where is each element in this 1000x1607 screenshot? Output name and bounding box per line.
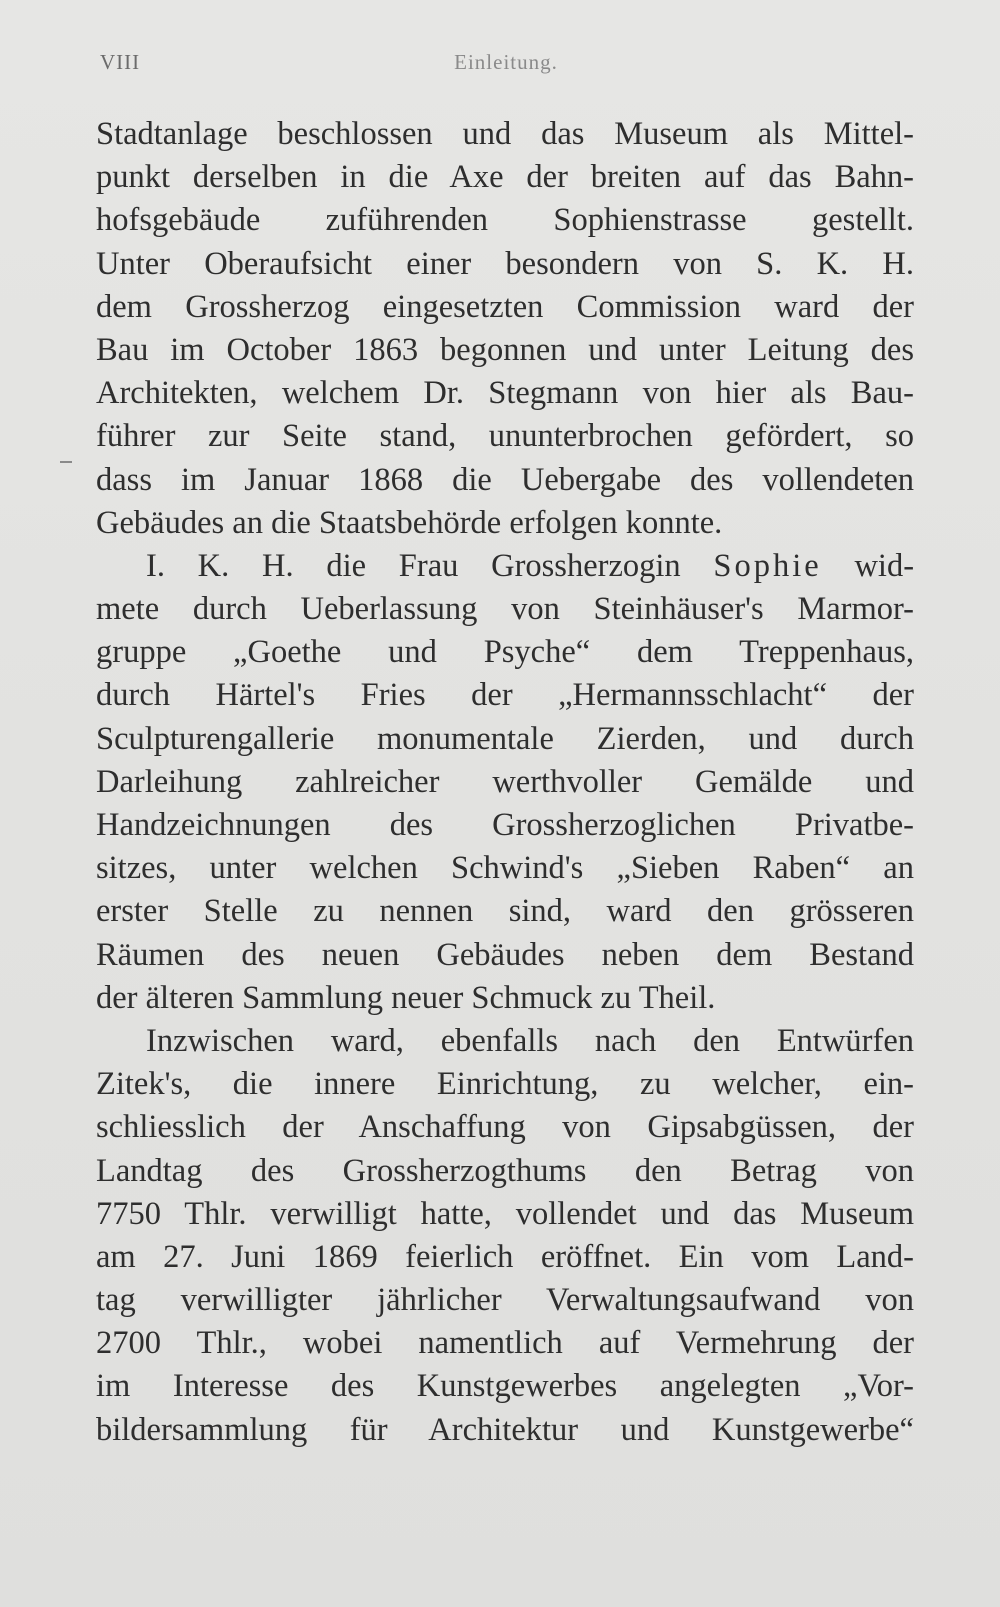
text-line: Unter Oberaufsicht einer besondern von S. K. H.: [96, 245, 914, 282]
body-text: [96, 113, 914, 1452]
text-line: Gebäudes an die Staatsbehörde erfolgen konnte.: [96, 504, 723, 541]
text-line: erster Stelle zu nennen sind, ward den grösseren: [96, 893, 914, 930]
text-line: führer zur Seite stand, ununterbrochen gefördert, so: [96, 418, 914, 455]
text-line: Handzeichnungen des Grossherzoglichen Privatbe-: [96, 807, 914, 843]
text-line: Darleihung zahlreicher werthvoller Gemälde und: [96, 763, 914, 800]
text-line: hofsgebäude zuführenden Sophienstrasse gestellt.: [96, 202, 914, 239]
text-line: mete durch Ueberlassung von Steinhäuser's Marmor-: [96, 591, 914, 628]
margin-mark: [60, 461, 72, 463]
text-line: dass im Januar 1868 die Uebergabe des vollendeten: [96, 461, 914, 498]
page-number: VIII: [100, 50, 141, 74]
line-segment: wid-: [854, 547, 914, 584]
text-line: der älteren Sammlung neuer Schmuck zu Theil.: [96, 979, 716, 1016]
text-line: dem Grossherzog eingesetzten Commission ward der: [96, 288, 914, 325]
text-line: 2700 Thlr., wobei namentlich auf Vermehrung der: [96, 1325, 914, 1362]
text-line: 7750 Thlr. verwilligt hatte, vollendet und das Museum: [96, 1195, 914, 1232]
text-line: am 27. Juni 1869 feierlich eröffnet. Ein vom Land-: [96, 1238, 914, 1275]
text-line: Sculpturengallerie monumentale Zierden, und durch: [96, 720, 914, 757]
running-head: [100, 50, 912, 82]
text-line: Räumen des neuen Gebäudes neben dem Bestand: [96, 936, 914, 973]
header-title: Einleitung.: [454, 50, 558, 74]
text-line: gruppe „Goethe und Psyche“ dem Treppenhaus,: [96, 634, 914, 671]
text-line: Zitek's, die innere Einrichtung, zu welcher, ein-: [96, 1066, 914, 1103]
text-line: schliesslich der Anschaffung von Gipsabgüssen, der: [96, 1109, 914, 1146]
text-line-paragraph-start: Inzwischen ward, ebenfalls nach den Entwürfen: [146, 1022, 914, 1059]
text-line: Bau im October 1863 begonnen und unter Leitung des: [96, 331, 914, 368]
text-line: Landtag des Grossherzogthums den Betrag von: [96, 1152, 914, 1189]
line-segment: I. K. H. die Frau Grossherzogin: [146, 547, 681, 584]
text-line: bildersammlung für Architektur und Kunstgewerbe“: [96, 1411, 914, 1448]
text-line: tag verwilligter jährlicher Verwaltungsaufwand von: [96, 1282, 914, 1319]
text-line-paragraph-start: [96, 545, 914, 588]
text-line: Stadtanlage beschlossen und das Museum als Mittel-: [96, 116, 914, 152]
text-line: punkt derselben in die Axe der breiten auf das Bahn-: [96, 159, 914, 196]
text-line: Architekten, welchem Dr. Stegmann von hier als Bau-: [96, 375, 914, 412]
text-line: durch Härtel's Fries der „Hermannsschlacht“ der: [96, 677, 914, 714]
emphasized-name: Sophie: [713, 547, 822, 584]
text-line: im Interesse des Kunstgewerbes angelegten „Vor-: [96, 1368, 914, 1405]
text-line: sitzes, unter welchen Schwind's „Sieben Raben“ an: [96, 850, 914, 887]
